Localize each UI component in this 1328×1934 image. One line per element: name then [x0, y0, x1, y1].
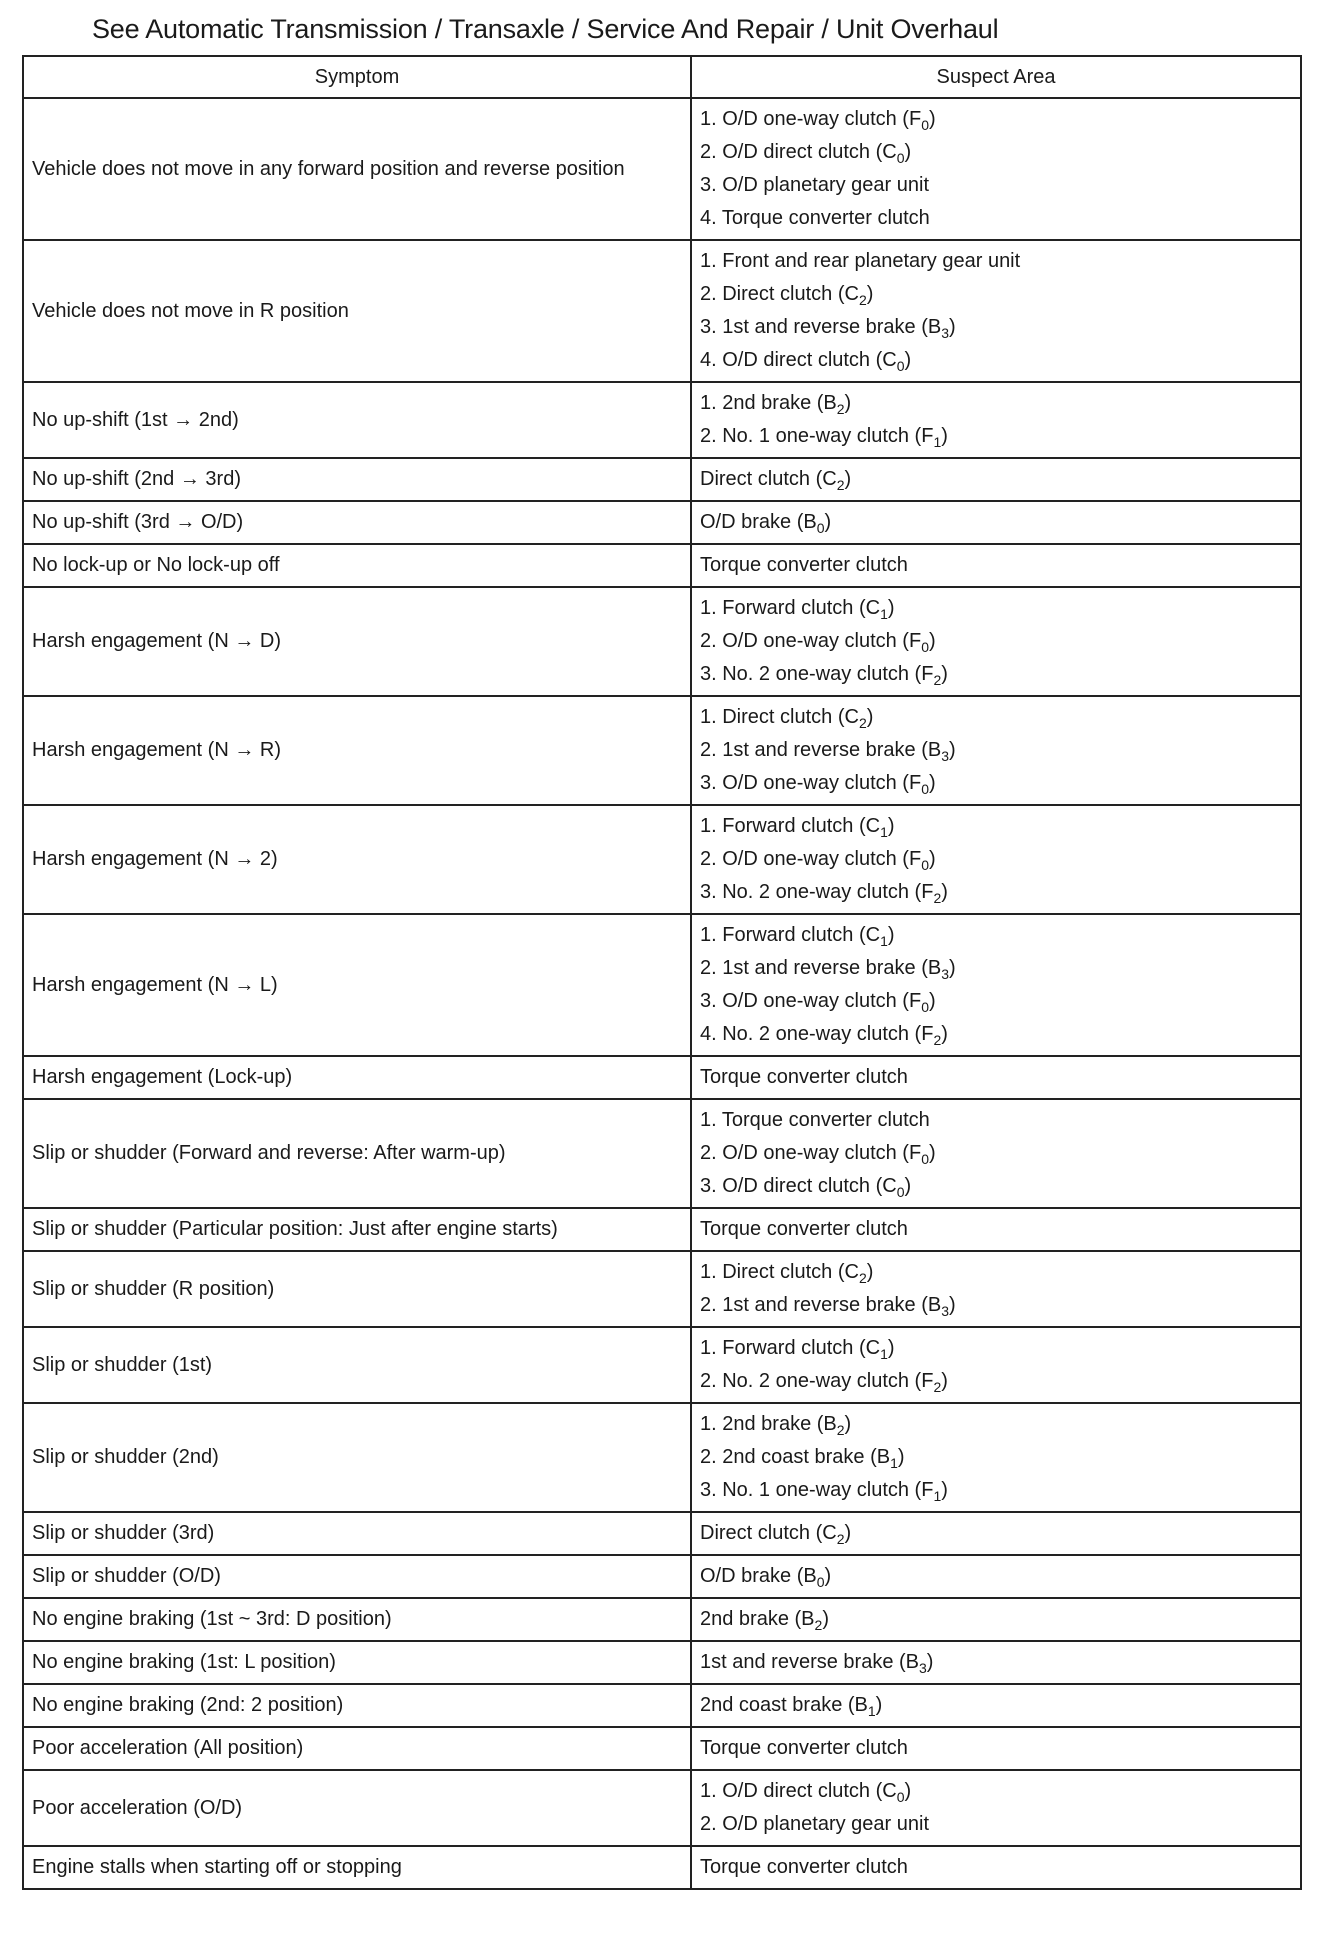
- suspect-item: 1. 2nd brake $(B_2)$: [700, 1413, 852, 1438]
- table-row: [23, 805, 1301, 914]
- suspect-item: 3. No. 2 one-way clutch $(F_2)$: [700, 881, 948, 906]
- symptom-cell: Slip or shudder (2nd): [23, 1403, 691, 1512]
- table-row: [23, 1555, 1301, 1598]
- table-row: [23, 1327, 1301, 1403]
- suspect-item: Direct clutch $(C_2)$: [700, 1522, 852, 1547]
- suspect-item: 1. O/D one-way clutch $(F_0)$: [700, 108, 936, 133]
- suspect-item: O/D brake $(B_0)$: [700, 1565, 832, 1590]
- table-row: [23, 501, 1301, 544]
- page-heading: See Automatic Transmission / Transaxle / Service And Repair / Unit Overhaul: [92, 14, 999, 44]
- symptom-cell: No lock-up or No lock-up off: [23, 544, 691, 587]
- suspect-item: 3. No. 1 one-way clutch $(F_1)$: [700, 1479, 948, 1504]
- symptom-cell: No up-shift (1st → 2nd): [23, 382, 691, 458]
- suspect-area-cell: [691, 1327, 1301, 1403]
- suspect-area-cell: [691, 98, 1301, 240]
- suspect-area-cell: [691, 501, 1301, 544]
- symptom-cell: Slip or shudder (O/D): [23, 1555, 691, 1598]
- symptom-cell: No engine braking (1st ~ 3rd: D position): [23, 1598, 691, 1641]
- symptom-cell: Slip or shudder (1st): [23, 1327, 691, 1403]
- suspect-area-cell: [691, 1770, 1301, 1846]
- symptom-cell: Poor acceleration (O/D): [23, 1770, 691, 1846]
- suspect-area-cell: [691, 696, 1301, 805]
- table-row: [23, 1684, 1301, 1727]
- symptom-column-header: Symptom: [23, 56, 691, 98]
- table-row: [23, 1598, 1301, 1641]
- suspect-area-cell: [691, 1641, 1301, 1684]
- table-row: [23, 1099, 1301, 1208]
- suspect-item: 3. O/D direct clutch $(C_0)$: [700, 1175, 912, 1200]
- table-row: [23, 696, 1301, 805]
- table-row: [23, 98, 1301, 240]
- suspect-item: 3. No. 2 one-way clutch $(F_2)$: [700, 663, 948, 688]
- suspect-area-cell: [691, 382, 1301, 458]
- symptom-cell: Slip or shudder (Particular position: Just after engine starts): [23, 1208, 691, 1251]
- suspect-item: 2. 2nd coast brake $(B_1)$: [700, 1446, 905, 1471]
- suspect-item: 2. 1st and reverse brake $(B_3)$: [700, 739, 956, 764]
- table-row: [23, 1403, 1301, 1512]
- table-row: [23, 1251, 1301, 1327]
- suspect-area-cell: [691, 240, 1301, 382]
- suspect-item: 3. 1st and reverse brake $(B_3)$: [700, 316, 956, 341]
- suspect-item: 2. O/D direct clutch $(C_0)$: [700, 141, 912, 166]
- suspect-area-column-header: Suspect Area: [691, 56, 1301, 98]
- symptom-cell: Harsh engagement (N → R): [23, 696, 691, 805]
- suspect-area-cell: [691, 1056, 1301, 1099]
- table-row: [23, 1770, 1301, 1846]
- suspect-area-cell: [691, 587, 1301, 696]
- table-row: [23, 458, 1301, 501]
- suspect-area-cell: [691, 544, 1301, 587]
- table-row: [23, 382, 1301, 458]
- suspect-item: Torque converter clutch: [700, 1737, 908, 1759]
- suspect-item: 4. No. 2 one-way clutch $(F_2)$: [700, 1023, 948, 1048]
- suspect-item: Torque converter clutch: [700, 1066, 908, 1088]
- suspect-item: 1. 2nd brake $(B_2)$: [700, 392, 852, 417]
- suspect-item: 1. Direct clutch $(C_2)$: [700, 706, 874, 731]
- table-row: [23, 1056, 1301, 1099]
- suspect-area-cell: [691, 1512, 1301, 1555]
- suspect-item: 1. Torque converter clutch: [700, 1109, 930, 1131]
- table-header-row: [23, 56, 1301, 98]
- suspect-item: 4. Torque converter clutch: [700, 207, 930, 229]
- suspect-area-cell: [691, 805, 1301, 914]
- suspect-item: 2. 1st and reverse brake $(B_3)$: [700, 957, 956, 982]
- suspect-item: 2nd coast brake $(B_1)$: [700, 1694, 883, 1719]
- suspect-item: 1. Front and rear planetary gear unit: [700, 250, 1021, 272]
- table-row: [23, 1727, 1301, 1770]
- symptom-cell: Vehicle does not move in R position: [23, 240, 691, 382]
- suspect-item: 1. Forward clutch $(C_1)$: [700, 597, 895, 622]
- suspect-item: O/D brake $(B_0)$: [700, 511, 832, 536]
- suspect-item: Torque converter clutch: [700, 554, 908, 576]
- suspect-item: 2. Direct clutch $(C_2)$: [700, 283, 874, 308]
- suspect-area-cell: [691, 458, 1301, 501]
- suspect-area-cell: [691, 1684, 1301, 1727]
- suspect-area-cell: [691, 1555, 1301, 1598]
- symptom-cell: Vehicle does not move in any forward position and reverse position: [23, 98, 691, 240]
- table-row: [23, 1846, 1301, 1889]
- suspect-item: Torque converter clutch: [700, 1856, 908, 1878]
- symptom-cell: No up-shift (3rd → O/D): [23, 501, 691, 544]
- symptom-cell: Harsh engagement (N → D): [23, 587, 691, 696]
- symptom-cell: Harsh engagement (N → 2): [23, 805, 691, 914]
- suspect-item: 3. O/D planetary gear unit: [700, 174, 930, 196]
- suspect-area-cell: [691, 914, 1301, 1056]
- suspect-item: Direct clutch $(C_2)$: [700, 468, 852, 493]
- suspect-area-cell: [691, 1727, 1301, 1770]
- suspect-area-cell: [691, 1403, 1301, 1512]
- suspect-item: 1. Forward clutch $(C_1)$: [700, 1337, 895, 1362]
- suspect-item: 2. O/D one-way clutch $(F_0)$: [700, 630, 936, 655]
- suspect-item: 2nd brake $(B_2)$: [700, 1608, 829, 1633]
- suspect-item: 3. O/D one-way clutch $(F_0)$: [700, 990, 936, 1015]
- suspect-item: 3. O/D one-way clutch $(F_0)$: [700, 772, 936, 797]
- table-row: [23, 914, 1301, 1056]
- symptom-cell: Harsh engagement (N → L): [23, 914, 691, 1056]
- suspect-item: 2. O/D one-way clutch $(F_0)$: [700, 1142, 936, 1167]
- suspect-item: 2. O/D planetary gear unit: [700, 1813, 930, 1835]
- symptom-table: [22, 55, 1302, 1890]
- symptom-cell: Engine stalls when starting off or stopping: [23, 1846, 691, 1889]
- suspect-item: 1. O/D direct clutch $(C_0)$: [700, 1780, 912, 1805]
- table-body: [23, 98, 1301, 1889]
- symptom-cell: No engine braking (1st: L position): [23, 1641, 691, 1684]
- table-row: [23, 587, 1301, 696]
- suspect-area-cell: [691, 1846, 1301, 1889]
- symptom-cell: No engine braking (2nd: 2 position): [23, 1684, 691, 1727]
- suspect-item: 2. 1st and reverse brake $(B_3)$: [700, 1294, 956, 1319]
- table-row: [23, 1208, 1301, 1251]
- suspect-item: 1. Forward clutch $(C_1)$: [700, 924, 895, 949]
- symptom-cell: Slip or shudder (Forward and reverse: After warm-up): [23, 1099, 691, 1208]
- symptom-cell: Harsh engagement (Lock-up): [23, 1056, 691, 1099]
- table-row: [23, 544, 1301, 587]
- suspect-item: 1. Direct clutch $(C_2)$: [700, 1261, 874, 1286]
- symptom-cell: Slip or shudder (3rd): [23, 1512, 691, 1555]
- symptom-cell: No up-shift (2nd → 3rd): [23, 458, 691, 501]
- suspect-item: 2. O/D one-way clutch $(F_0)$: [700, 848, 936, 873]
- suspect-item: 4. O/D direct clutch $(C_0)$: [700, 349, 912, 374]
- suspect-item: 2. No. 2 one-way clutch $(F_2)$: [700, 1370, 948, 1395]
- suspect-area-cell: [691, 1208, 1301, 1251]
- suspect-item: 1st and reverse brake $(B_3)$: [700, 1651, 934, 1676]
- table-row: [23, 1512, 1301, 1555]
- symptom-cell: Poor acceleration (All position): [23, 1727, 691, 1770]
- table-row: [23, 240, 1301, 382]
- table-row: [23, 1641, 1301, 1684]
- suspect-area-cell: [691, 1598, 1301, 1641]
- symptom-cell: Slip or shudder (R position): [23, 1251, 691, 1327]
- suspect-item: Torque converter clutch: [700, 1218, 908, 1240]
- suspect-item: 1. Forward clutch $(C_1)$: [700, 815, 895, 840]
- suspect-area-cell: [691, 1099, 1301, 1208]
- suspect-area-cell: [691, 1251, 1301, 1327]
- suspect-item: 2. No. 1 one-way clutch $(F_1)$: [700, 425, 948, 450]
